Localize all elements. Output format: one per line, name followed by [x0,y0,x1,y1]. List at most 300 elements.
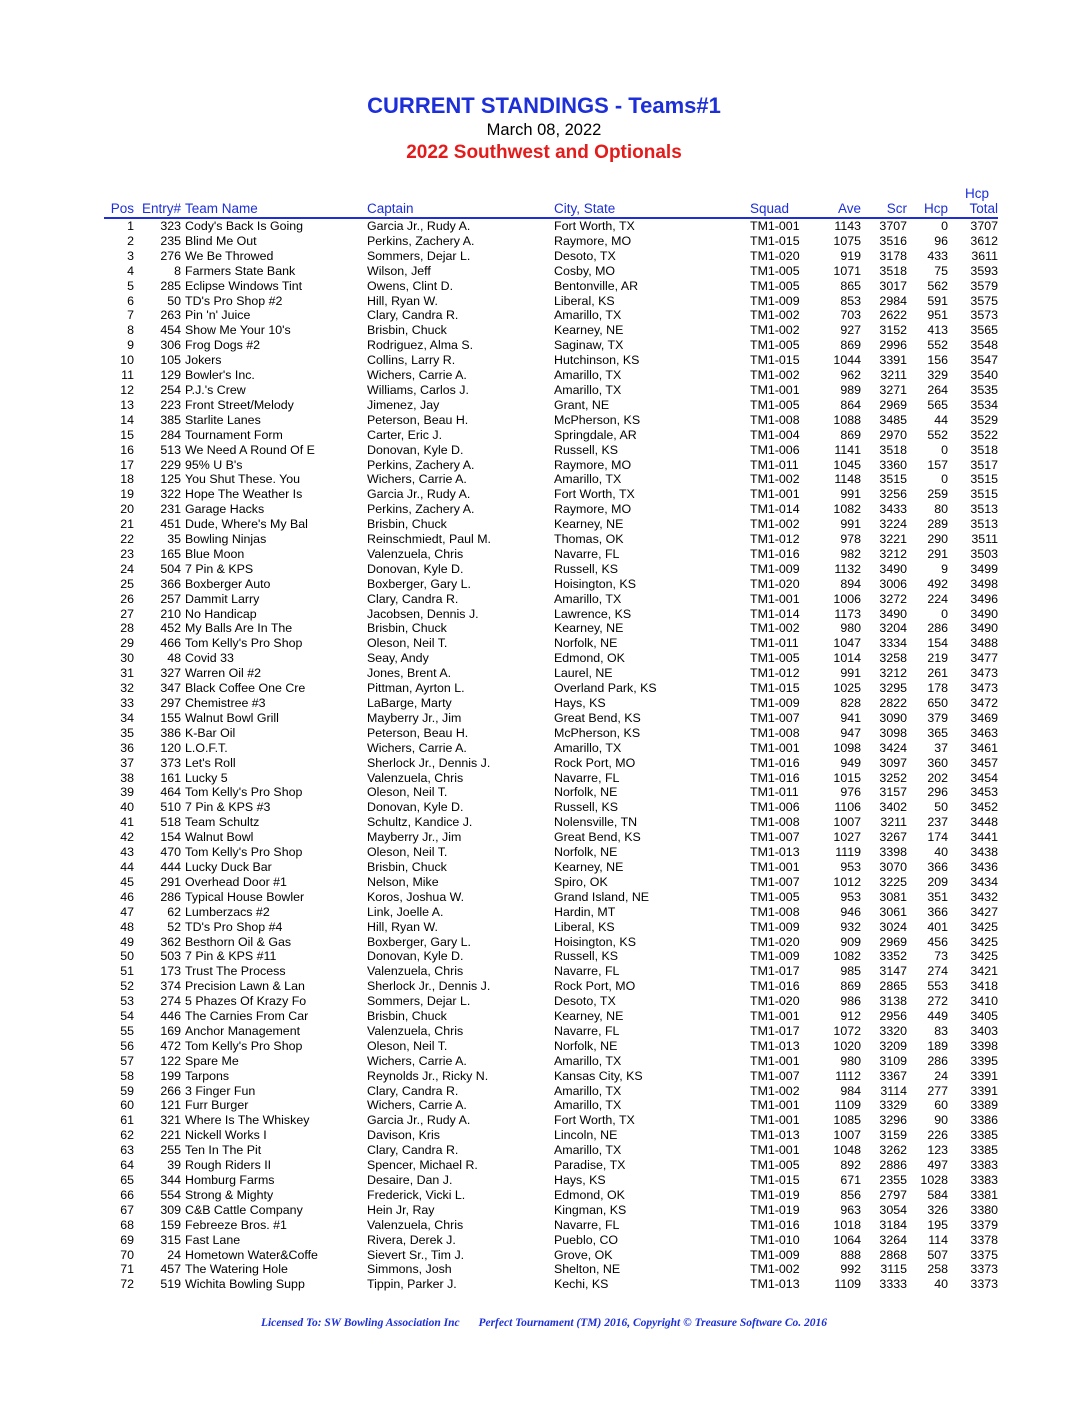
row-entry: 286 [160,889,181,904]
row-ave: 1132 [834,561,861,576]
row-hcp-total: 3389 [970,1098,998,1113]
row-city-state: Edmond, OK [554,651,625,666]
row-pos: 11 [121,368,134,383]
row-entry: 223 [160,397,181,412]
row-entry: 231 [160,502,181,517]
row-city-state: Grand Island, NE [554,889,650,904]
row-squad: TM1-001 [750,219,800,233]
table-row [104,502,998,517]
row-hcp: 351 [927,889,948,904]
row-hcp: 286 [927,1053,948,1068]
row-captain: Desaire, Dan J. [367,1173,453,1187]
row-hcp: 40 [934,845,948,860]
row-squad: TM1-005 [750,889,800,904]
page-title: CURRENT STANDINGS - Teams#1 [367,93,721,118]
row-scr: 3296 [879,1113,907,1128]
table-row [104,920,998,935]
row-captain: Wilson, Jeff [367,263,431,278]
row-pos: 64 [120,1158,134,1173]
row-city-state: Hoisington, KS [554,934,636,949]
row-captain: Wichers, Carrie A. [367,740,467,755]
row-pos: 21 [120,517,134,532]
row-hcp-total: 3499 [970,561,998,576]
row-captain: Boxberger, Gary L. [367,576,471,591]
row-entry: 159 [160,1217,181,1232]
row-city-state: Navarre, FL [554,1217,620,1232]
row-ave: 888 [840,1247,861,1262]
row-hcp-total: 3381 [970,1187,998,1202]
row-hcp: 591 [927,293,948,308]
col-header-pos: Pos [104,186,134,218]
row-entry: 161 [160,770,181,785]
table-row [104,1173,998,1188]
row-captain: LaBarge, Marty [367,696,452,710]
row-squad: TM1-001 [750,1143,800,1158]
row-hcp-total: 3463 [970,725,998,740]
row-ave: 927 [840,323,861,338]
row-captain: Donovan, Kyle D. [367,800,464,815]
row-entry: 35 [167,532,181,547]
row-pos: 10 [120,353,134,368]
row-city-state: Norfolk, NE [554,1038,618,1053]
row-city-state: Cosby, MO [554,263,616,278]
row-hcp: 433 [927,248,948,263]
row-captain: Link, Joelle A. [367,904,444,919]
row-scr: 3225 [879,874,907,889]
table-row [104,1039,998,1054]
row-team-name: Blue Moon [185,546,245,561]
row-squad: TM1-009 [750,1247,800,1262]
row-city-state: Russell, KS [554,561,619,576]
row-hcp-total: 3418 [970,979,998,994]
row-scr: 2865 [879,979,907,994]
row-city-state: Great Bend, KS [554,710,641,725]
row-pos: 38 [120,770,134,785]
row-hcp: 552 [927,338,948,353]
standings-table [104,186,998,1292]
row-city-state: Amarillo, TX [554,308,622,323]
row-ave: 991 [840,487,861,502]
row-hcp-total: 3398 [970,1038,998,1053]
row-scr: 3360 [879,457,907,472]
row-pos: 50 [120,949,134,964]
row-team-name: Precision Lawn & Lan [185,979,305,994]
table-row [104,383,998,398]
row-ave: 1007 [833,815,861,830]
row-ave: 978 [840,532,861,547]
row-captain: Valenzuela, Chris [367,1217,464,1232]
row-pos: 33 [120,696,134,710]
row-entry: 276 [160,248,181,263]
row-city-state: Norfolk, NE [554,785,618,800]
row-squad: TM1-002 [750,621,800,636]
row-pos: 26 [120,591,134,606]
table-row [104,726,998,741]
row-squad: TM1-008 [750,725,800,740]
row-ave: 828 [840,696,861,710]
row-pos: 61 [120,1113,134,1128]
row-hcp-total: 3593 [970,263,998,278]
row-team-name: The Watering Hole [185,1262,288,1277]
row-team-name: 7 Pin & KPS [185,561,254,576]
row-ave: 1075 [833,233,861,248]
table-row [104,294,998,309]
row-captain: Spencer, Michael R. [367,1158,478,1173]
row-pos: 40 [120,800,134,815]
row-captain: Donovan, Kyle D. [367,442,464,457]
row-squad: TM1-017 [750,964,800,979]
row-hcp: 360 [927,755,948,770]
row-hcp-total: 3575 [970,293,998,308]
row-entry: 327 [160,666,181,681]
row-pos: 46 [120,889,134,904]
row-scr: 2822 [879,696,907,710]
table-row [104,472,998,487]
row-squad: TM1-005 [750,651,800,666]
row-squad: TM1-005 [750,263,800,278]
row-scr: 3024 [879,919,907,934]
row-squad: TM1-006 [750,800,800,815]
row-squad: TM1-005 [750,278,800,293]
row-scr: 2969 [879,397,907,412]
row-team-name: Starlite Lanes [185,412,261,427]
row-city-state: Saginaw, TX [554,338,624,353]
row-pos: 48 [120,919,134,934]
row-pos: 63 [120,1143,134,1158]
row-pos: 56 [120,1038,134,1053]
table-row [104,487,998,502]
row-ave: 894 [840,576,861,591]
row-hcp-total: 3378 [970,1232,998,1247]
row-hcp-total: 3490 [970,621,998,636]
row-ave: 946 [840,904,861,919]
row-squad: TM1-005 [750,397,800,412]
row-entry: 503 [160,949,181,964]
row-city-state: Amarillo, TX [554,1053,622,1068]
row-pos: 25 [120,576,134,591]
row-hcp: 449 [927,1009,948,1024]
row-ave: 941 [840,710,861,725]
row-entry: 255 [160,1143,181,1158]
row-city-state: Amarillo, TX [554,382,622,397]
row-captain: Rivera, Derek J. [367,1232,456,1247]
row-ave: 1085 [833,1113,861,1128]
row-ave: 912 [840,1009,861,1024]
row-hcp: 413 [927,323,948,338]
row-entry: 8 [174,263,181,278]
row-entry: 122 [160,1053,181,1068]
row-squad: TM1-012 [750,666,800,681]
row-pos: 12 [120,382,134,397]
row-entry: 199 [160,1068,181,1083]
row-city-state: Spiro, OK [554,874,608,889]
row-entry: 519 [160,1277,181,1292]
row-city-state: Norfolk, NE [554,636,618,651]
row-squad: TM1-001 [750,859,800,874]
license-text: Licensed To: SW Bowling Association Inc [260,1317,460,1329]
table-row [104,845,998,860]
row-hcp: 157 [927,457,948,472]
row-team-name: Boxberger Auto [185,576,271,591]
row-scr: 3334 [879,636,907,651]
row-hcp-total: 3386 [970,1113,998,1128]
row-captain: Brisbin, Chuck [367,517,447,532]
row-entry: 374 [160,979,181,994]
table-row [104,994,998,1009]
row-city-state: Kansas City, KS [554,1068,643,1083]
row-hcp-total: 3707 [970,219,998,233]
table-row [104,979,998,994]
row-entry: 221 [160,1128,181,1143]
table-row [104,1054,998,1069]
row-team-name: L.O.F.T. [185,740,228,755]
row-captain: Tippin, Parker J. [367,1277,457,1292]
row-pos: 30 [120,651,134,666]
row-pos: 44 [120,859,134,874]
row-pos: 17 [120,457,134,472]
row-squad: TM1-010 [750,1232,800,1247]
row-squad: TM1-015 [750,353,800,368]
row-hcp: 456 [927,934,948,949]
row-city-state: Liberal, KS [554,919,615,934]
table-row [104,607,998,622]
row-captain: Mayberry Jr., Jim [367,710,462,725]
col-header-hcp-total [948,186,998,218]
row-entry: 323 [160,219,181,233]
row-captain: Wichers, Carrie A. [367,1098,467,1113]
row-hcp: 650 [927,696,948,710]
table-row [104,353,998,368]
table-row [104,621,998,636]
row-scr: 3097 [879,755,907,770]
row-team-name: P.J.'s Crew [185,382,246,397]
row-captain: Valenzuela, Chris [367,1023,464,1038]
row-hcp: 37 [934,740,948,755]
row-city-state: Amarillo, TX [554,1083,622,1098]
row-entry: 472 [160,1038,181,1053]
row-squad: TM1-001 [750,487,800,502]
row-city-state: Pueblo, CO [554,1232,619,1247]
row-hcp: 195 [927,1217,948,1232]
table-row [104,1084,998,1099]
row-pos: 39 [120,785,134,800]
row-ave: 1109 [834,1098,861,1113]
row-hcp-total: 3547 [970,353,998,368]
row-ave: 869 [840,979,861,994]
row-pos: 53 [120,994,134,1009]
row-captain: Peterson, Beau H. [367,725,469,740]
row-scr: 3159 [879,1128,907,1143]
row-city-state: Navarre, FL [554,770,620,785]
row-entry: 52 [167,919,181,934]
row-squad: TM1-020 [750,248,800,263]
row-city-state: Fort Worth, TX [554,1113,635,1128]
row-squad: TM1-015 [750,1173,800,1187]
row-scr: 3017 [879,278,907,293]
row-team-name: Covid 33 [185,651,234,666]
row-hcp: 50 [934,800,948,815]
row-hcp-total: 3380 [970,1202,998,1217]
row-pos: 43 [120,845,134,860]
row-captain: Boxberger, Gary L. [367,934,471,949]
row-hcp-total: 3395 [970,1053,998,1068]
row-team-name: Overhead Door #1 [185,874,287,889]
row-captain: Davison, Kris [367,1128,440,1143]
row-city-state: Desoto, TX [554,248,616,263]
row-city-state: McPherson, KS [554,412,641,427]
row-team-name: Front Street/Melody [185,397,294,412]
row-pos: 2 [127,233,134,248]
row-team-name: Dammit Larry [185,591,260,606]
row-hcp-total: 3383 [970,1158,998,1173]
row-captain: Hill, Ryan W. [367,919,438,934]
row-entry: 105 [160,353,181,368]
row-entry: 444 [160,859,181,874]
row-entry: 306 [160,338,181,353]
row-entry: 373 [160,755,181,770]
row-squad: TM1-013 [750,1128,800,1143]
row-ave: 986 [840,994,861,1009]
row-hcp-total: 3540 [970,368,998,383]
row-entry: 285 [160,278,181,293]
row-pos: 70 [120,1247,134,1262]
row-pos: 29 [120,636,134,651]
row-team-name: We Be Throwed [185,248,274,263]
row-hcp: 123 [927,1143,948,1158]
row-ave: 1064 [833,1232,861,1247]
row-city-state: Fort Worth, TX [554,487,635,502]
row-entry: 518 [160,815,181,830]
row-squad: TM1-008 [750,815,800,830]
row-ave: 1071 [833,263,861,278]
row-scr: 3090 [879,710,907,725]
row-city-state: Grant, NE [554,397,610,412]
row-hcp-total: 3612 [970,233,998,248]
row-squad: TM1-002 [750,1083,800,1098]
row-team-name: Tournament Form [185,427,283,442]
row-hcp-total: 3410 [970,994,998,1009]
row-hcp-total: 3515 [970,472,998,487]
row-squad: TM1-014 [750,606,800,621]
table-row [104,935,998,950]
row-scr: 3098 [879,725,907,740]
row-scr: 3061 [879,904,907,919]
row-city-state: Navarre, FL [554,964,620,979]
row-hcp-total: 3385 [970,1143,998,1158]
row-hcp-total: 3503 [970,546,998,561]
row-city-state: Grove, OK [554,1247,613,1262]
row-ave: 1044 [833,353,861,368]
row-hcp: 290 [927,532,948,547]
row-team-name: TD's Pro Shop #4 [185,919,283,934]
row-city-state: Amarillo, TX [554,1098,622,1113]
row-hcp: 553 [927,979,948,994]
row-hcp-total: 3375 [970,1247,998,1262]
row-city-state: Rock Port, MO [554,979,636,994]
row-squad: TM1-017 [750,1023,800,1038]
row-squad: TM1-007 [750,1068,800,1083]
row-captain: Sherlock Jr., Dennis J. [367,755,491,770]
table-row [104,338,998,353]
row-hcp: 562 [927,278,948,293]
row-city-state: Navarre, FL [554,546,620,561]
row-ave: 985 [840,964,861,979]
row-team-name: Black Coffee One Cre [185,681,306,696]
row-city-state: Amarillo, TX [554,368,622,383]
row-team-name: Walnut Bowl [185,830,254,845]
row-captain: Sievert Sr., Tim J. [367,1247,465,1262]
row-team-name: Where Is The Whiskey [185,1113,310,1128]
row-team-name: Tom Kelly's Pro Shop [185,636,303,651]
row-captain: Oleson, Neil T. [367,845,448,860]
row-city-state: Nolensville, TN [554,815,638,830]
row-scr: 3209 [879,1038,907,1053]
row-hcp: 329 [927,368,948,383]
copyright-text: Perfect Tournament (TM) 2016, Copyright © Treasure Software Co. 2016 [478,1317,828,1329]
row-hcp-total: 3522 [970,427,998,442]
row-scr: 3367 [879,1068,907,1083]
row-scr: 3157 [879,785,907,800]
row-city-state: Springdale, AR [554,427,637,442]
table-row [104,681,998,696]
row-team-name: We Need A Round Of E [185,442,315,457]
row-hcp-total: 3548 [970,338,998,353]
row-hcp-total: 3534 [970,397,998,412]
row-ave: 1020 [833,1038,861,1053]
row-squad: TM1-011 [750,785,799,800]
row-scr: 2984 [879,293,907,308]
col-header-entry: Entry# [134,186,181,218]
row-hcp: 492 [927,576,948,591]
row-hcp-total: 3518 [970,442,998,457]
row-team-name: Warren Oil #2 [185,666,261,681]
row-pos: 15 [120,427,134,442]
table-row [104,1128,998,1143]
row-scr: 3707 [879,219,907,233]
row-hcp: 73 [934,949,948,964]
row-pos: 19 [120,487,134,502]
row-hcp: 224 [927,591,948,606]
row-entry: 291 [160,874,181,889]
row-pos: 7 [127,308,134,323]
row-pos: 60 [120,1098,134,1113]
row-hcp: 75 [934,263,948,278]
table-row [104,458,998,473]
row-squad: TM1-002 [750,517,800,532]
row-captain: Perkins, Zachery A. [367,502,475,517]
row-scr: 3295 [879,681,907,696]
row-squad: TM1-020 [750,576,800,591]
row-hcp-total: 3436 [970,859,998,874]
row-city-state: Liberal, KS [554,293,615,308]
row-hcp-total: 3441 [970,830,998,845]
row-hcp-total: 3461 [970,740,998,755]
row-captain: Carter, Eric J. [367,427,443,442]
row-ave: 865 [840,278,861,293]
row-hcp-total: 3452 [970,800,998,815]
row-city-state: McPherson, KS [554,725,641,740]
row-hcp: 272 [927,994,948,1009]
row-pos: 66 [120,1187,134,1202]
row-hcp: 401 [927,919,948,934]
row-team-name: Tom Kelly's Pro Shop [185,845,303,860]
row-hcp-total: 3529 [970,412,998,427]
row-squad: TM1-011 [750,457,799,472]
table-row [104,428,998,443]
row-pos: 71 [120,1262,134,1277]
row-ave: 963 [840,1202,861,1217]
row-squad: TM1-005 [750,338,800,353]
